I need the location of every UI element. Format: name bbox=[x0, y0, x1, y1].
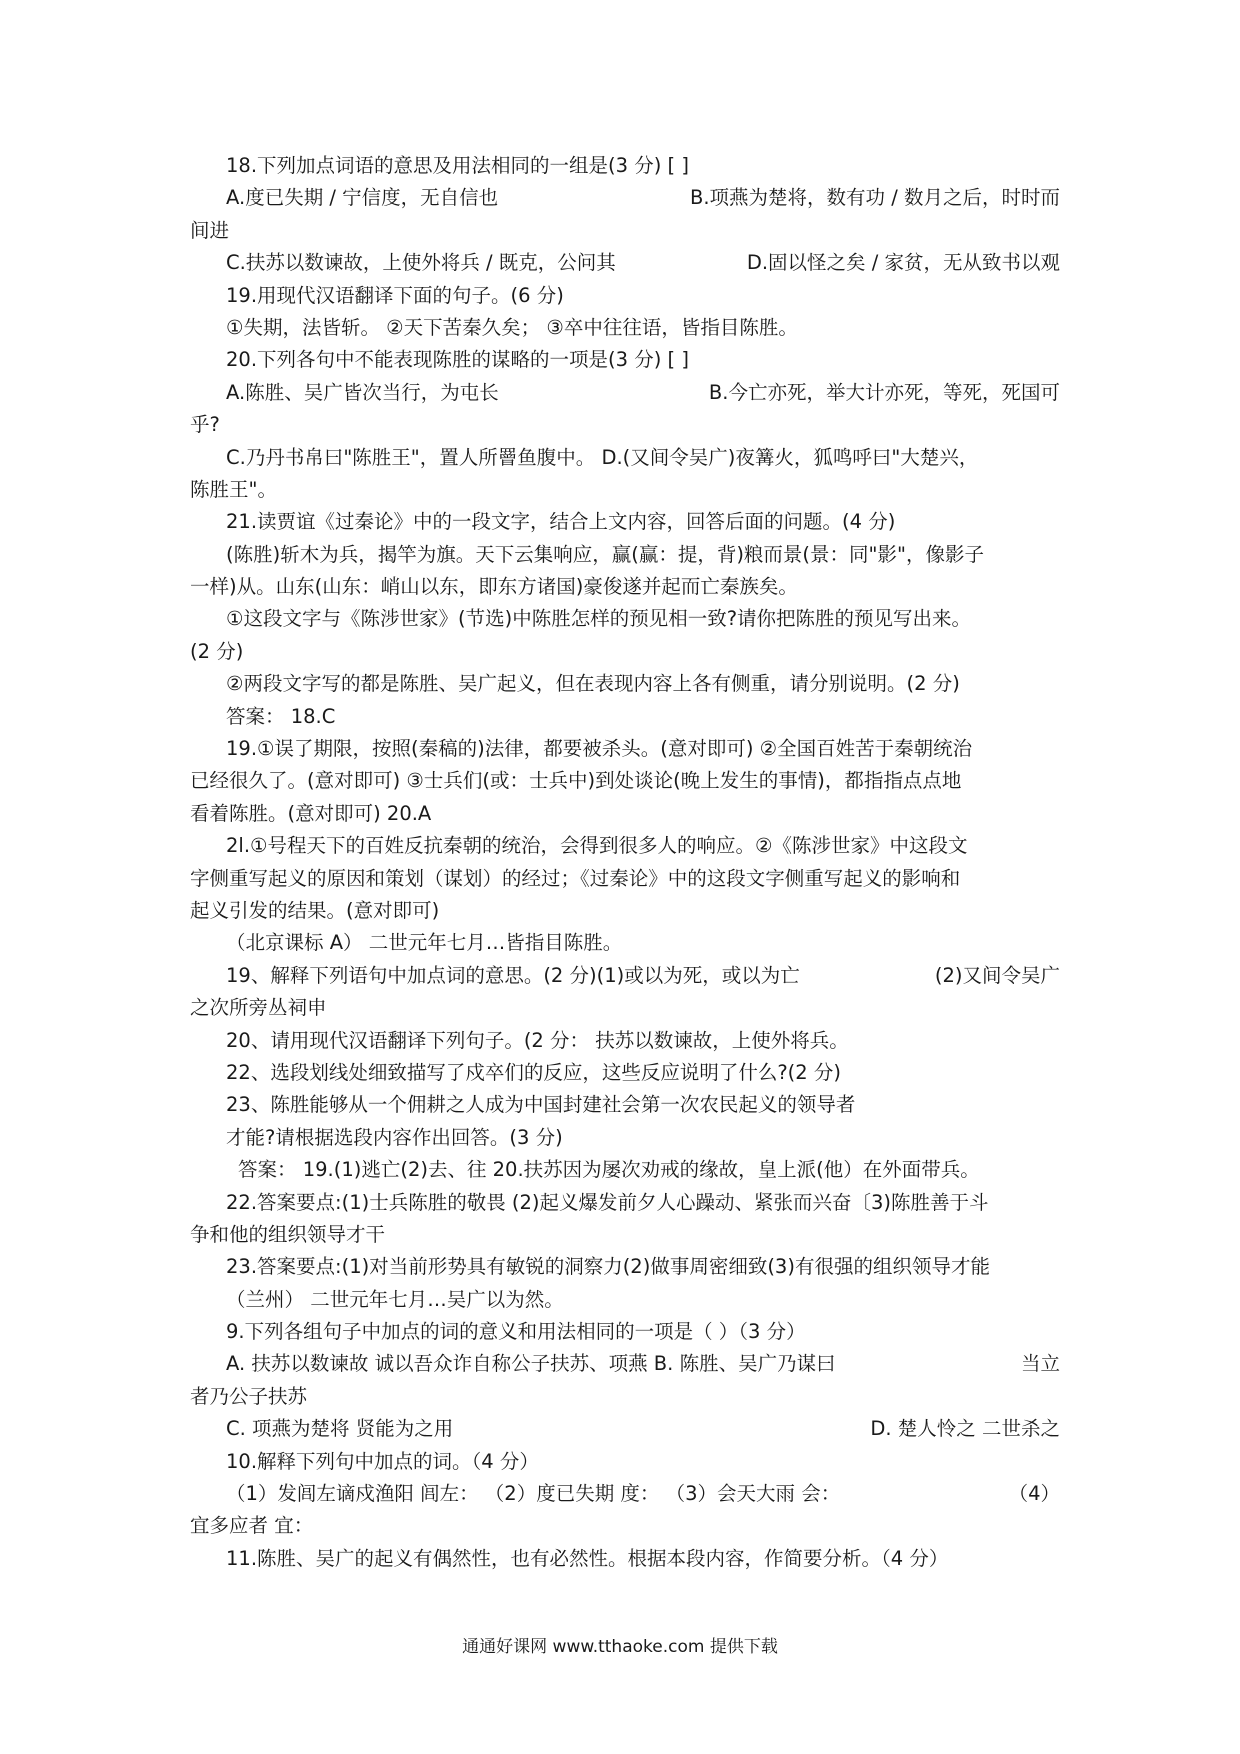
answer-line: 19.①误了期限，按照(秦稿的)法律，都要被杀头。(意对即可) ②全国百姓苦于秦朝统治 bbox=[226, 737, 973, 761]
question-9: 9.下列各组句子中加点的词的意义和用法相同的一项是（ ）（3 分） bbox=[226, 1320, 806, 1344]
question-line: 19、解释下列语句中加点词的意思。(2 分)(1)或以为死，或以为亡 (2)又间令吴广 bbox=[226, 963, 1060, 987]
question-18-options-cd: C.扶苏以数谏故，上使外将兵 / 既克，公问其 D.固以怪之矣 / 家贫，无从致书以观 bbox=[226, 251, 1060, 275]
question-19: 19.用现代汉语翻译下面的句子。(6 分) bbox=[226, 283, 564, 307]
answer-heading: 答案： 18.C bbox=[226, 704, 336, 728]
question-19-sentences: ①失期，法皆斩。 ②天下苦秦久矣； ③卒中往往语，皆指目陈胜。 bbox=[226, 315, 798, 339]
question-line: 之次所旁丛祠申 bbox=[190, 996, 327, 1020]
question-20-options-ab-cont: 乎? bbox=[190, 413, 220, 437]
question-21-part-2: ②两段文字写的都是陈胜、吴广起义，但在表现内容上各有侧重，请分别说明。(2 分) bbox=[226, 672, 960, 696]
question-9-options-ab: A. 扶苏以数谏故 诚以吾众诈自称公子扶苏、项燕 B. 陈胜、吴广乃谋曰 当立 bbox=[226, 1352, 1060, 1376]
question-line: 20、请用现代汉语翻译下列句子。(2 分： 扶苏以数谏故，上使外将兵。 bbox=[226, 1028, 849, 1052]
question-18-options-ab: A.度已失期 / 宁信度，无自信也 B.项燕为楚将，数有功 / 数月之后，时时而 bbox=[226, 186, 1060, 210]
question-21-part-1: ①这段文字与《陈涉世家》(节选)中陈胜怎样的预见相一致?请你把陈胜的预见写出来。 bbox=[226, 607, 972, 631]
question-10-items: （1）发闾左谪戍渔阳 闾左： （2）度已失期 度： （3）会天大雨 会： （4） bbox=[226, 1482, 1060, 1506]
answer-line: 已经很久了。(意对即可) ③士兵们(或：士兵中)到处谈论(晚上发生的事情)，都指指点点地 bbox=[190, 769, 962, 793]
question-18-options-ab-cont: 间进 bbox=[190, 218, 230, 242]
section-heading: （北京课标 A） 二世元年七月…皆指目陈胜。 bbox=[226, 931, 623, 955]
question-line: 才能?请根据选段内容作出回答。(3 分) bbox=[226, 1125, 563, 1149]
question-11: 11.陈胜、吴广的起义有偶然性，也有必然性。根据本段内容，作简要分析。（4 分） bbox=[226, 1546, 949, 1570]
question-20-options-cd: C.乃丹书帛曰"陈胜王"，置人所罾鱼腹中。 D.(又间令吴广)夜篝火，狐鸣呼曰"大楚兴， bbox=[226, 445, 979, 469]
answer-line: 23.答案要点:(1)对当前形势具有敏锐的洞察力(2)做事周密细致(3)有很强的组织领导才能 bbox=[226, 1255, 990, 1279]
answer-line: 字侧重写起义的原因和策划（谋划）的经过；《过秦论》中的这段文字侧重写起义的影响和 bbox=[190, 866, 961, 890]
question-20-options-cd-cont: 陈胜王"。 bbox=[190, 477, 277, 501]
question-9-options-ab-cont: 者乃公子扶苏 bbox=[190, 1384, 308, 1408]
section-heading: （兰州） 二世元年七月…吴广以为然。 bbox=[226, 1287, 564, 1311]
document-body bbox=[190, 150, 1060, 1575]
question-20-options-ab: A.陈胜、吴广皆次当行，为屯长 B.今亡亦死，举大计亦死，等死，死国可 bbox=[226, 380, 1060, 404]
passage-line: 一样)从。山东(山东：峭山以东，即东方诸国)豪俊遂并起而亡秦族矣。 bbox=[190, 575, 798, 599]
question-line: 22、选段划线处细致描写了戍卒们的反应，这些反应说明了什么?(2 分) bbox=[226, 1060, 841, 1084]
answer-line: 争和他的组织领导才干 bbox=[190, 1222, 386, 1246]
question-20: 20.下列各句中不能表现陈胜的谋略的一项是(3 分) [ ] bbox=[226, 348, 689, 372]
question-line: 23、陈胜能够从一个佣耕之人成为中国封建社会第一次农民起义的领导者 bbox=[226, 1093, 856, 1117]
answer-line: 2l.①号程天下的百姓反抗秦朝的统治，会得到很多人的响应。②《陈涉世家》中这段文 bbox=[226, 834, 968, 858]
answer-line: 起义引发的结果。(意对即可) bbox=[190, 898, 440, 922]
question-21-part-1-cont: (2 分) bbox=[190, 639, 244, 663]
answer-line: 看着陈胜。(意对即可) 20.A bbox=[190, 801, 432, 825]
passage-line: (陈胜)斩木为兵，揭竿为旗。天下云集响应，赢(赢：提，背)粮而景(景：同"影"，像影子 bbox=[226, 542, 984, 566]
question-10-items-cont: 宜多应者 宜： bbox=[190, 1514, 314, 1538]
question-10: 10.解释下列句中加点的词。（4 分） bbox=[226, 1449, 539, 1473]
question-21: 21.读贾谊《过秦论》中的一段文字，结合上文内容，回答后面的问题。(4 分) bbox=[226, 510, 896, 534]
page-footer: 通通好课网 www.tthaoke.com 提供下载 bbox=[462, 1637, 778, 1657]
answer-line: 答案： 19.(1)逃亡(2)去、往 20.扶苏因为屡次劝戒的缘故，皇上派(他）在外面带兵。 bbox=[238, 1158, 980, 1182]
question-9-options-cd: C. 项燕为楚将 贤能为之用 D. 楚人怜之 二世杀之 bbox=[226, 1417, 1060, 1441]
question-18: 18.下列加点词语的意思及用法相同的一组是(3 分) [ ] bbox=[226, 154, 689, 177]
answer-line: 22.答案要点:(1)士兵陈胜的敬畏 (2)起义爆发前夕人心躁动、紧张而兴奋〔3)陈胜善于斗 bbox=[226, 1190, 989, 1214]
